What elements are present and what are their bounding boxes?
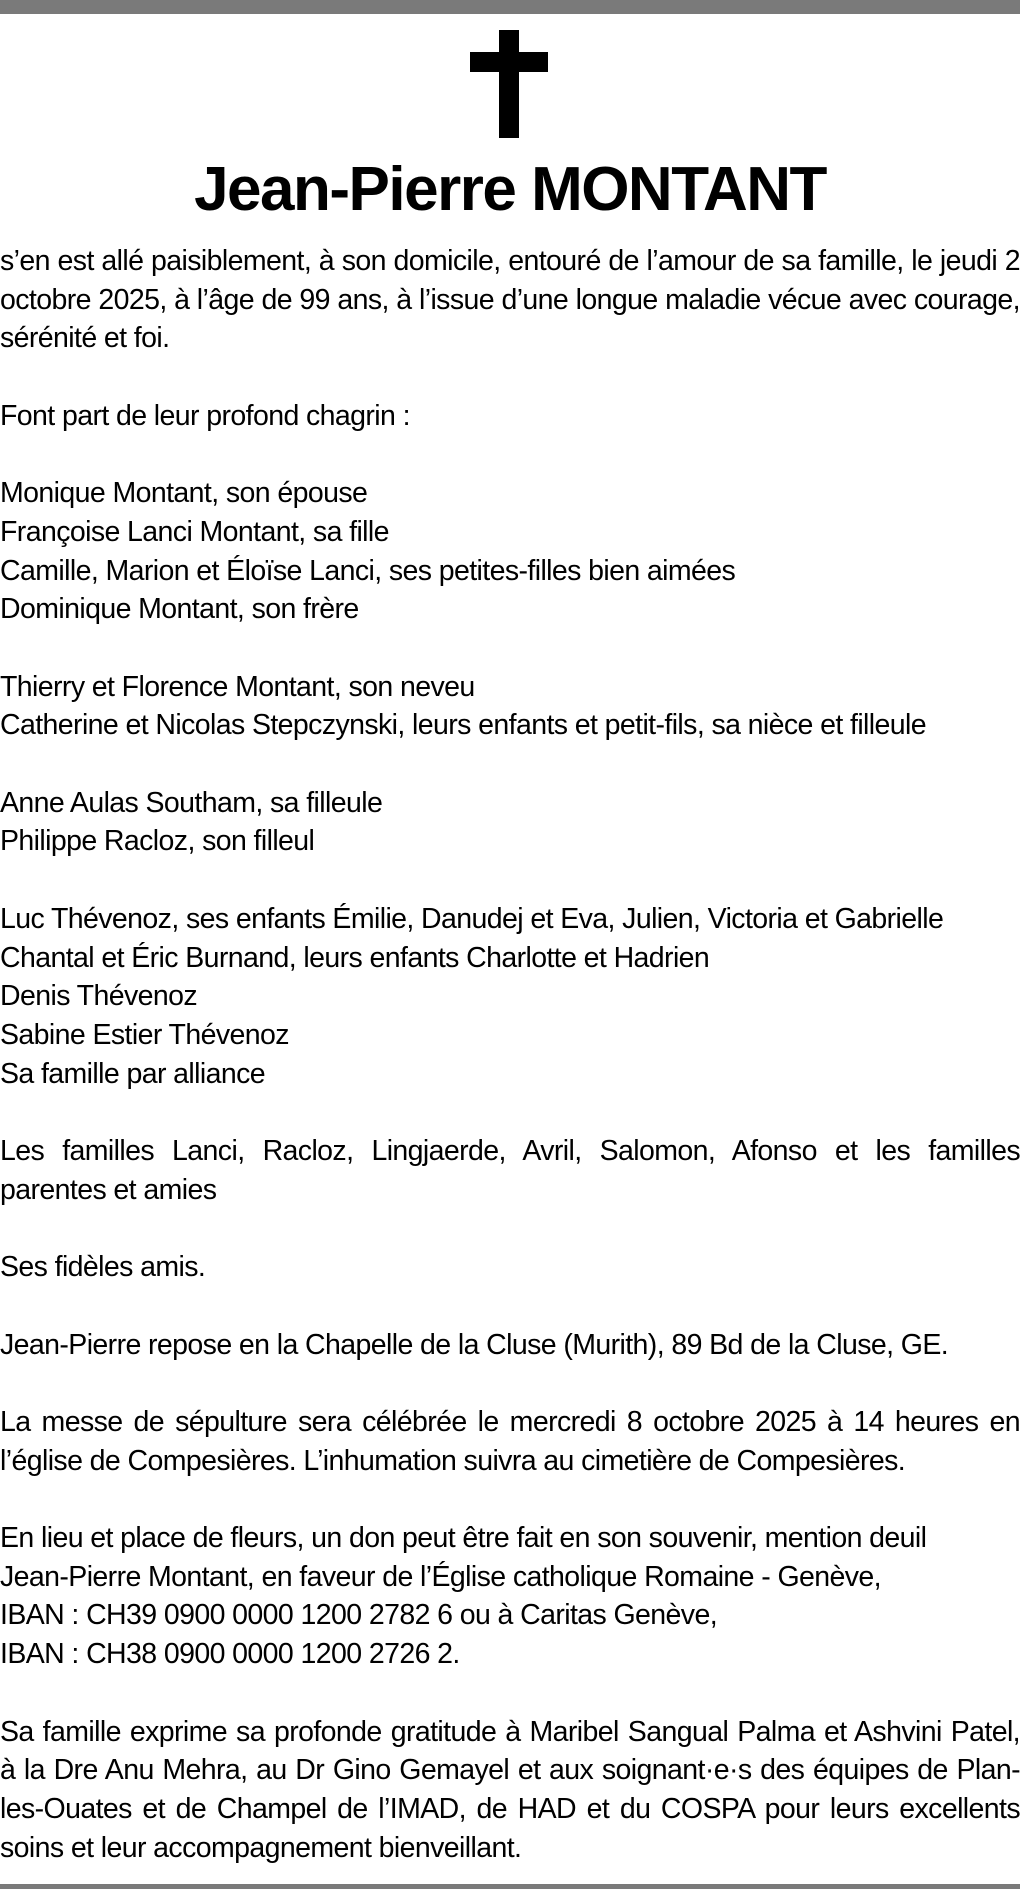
list-item: Catherine et Nicolas Stepczynski, leurs enfants et petit-fils, sa nièce et filleule [0,709,927,742]
list-item: Françoise Lanci Montant, sa fille [0,515,389,548]
families-paragraph: Les familles Lanci, Racloz, Lingjaerde, Avril, Salomon, Afonso et les familles parentes et amies [0,1135,1020,1206]
deceased-name: Jean-Pierre MONTANT [194,155,826,224]
list-item: Anne Aulas Southam, sa filleule [0,786,383,819]
mass-paragraph: La messe de sépulture sera célébrée le mercredi 8 octobre 2025 à 14 heures en l’église de Compesières. L’inhumation suivra au cimetière de Compesières. [0,1405,1020,1477]
list-item: Luc Thévenoz, ses enfants Émilie, Danudej et Eva, Julien, Victoria et Gabrielle [0,902,944,935]
donation-iban-line: IBAN : CH39 0900 0000 1200 2782 6 ou à Caritas Genève, [0,1599,718,1632]
friends-line: Ses fidèles amis. [0,1251,206,1284]
nephews-list [0,668,1020,745]
donation-iban-line: IBAN : CH38 0900 0000 1200 2726 2. [0,1638,460,1671]
list-item: Thierry et Florence Montant, son neveu [0,670,475,703]
cross-vertical-bar [499,30,519,138]
cross-horizontal-bar [470,52,548,72]
list-item: Monique Montant, son épouse [0,477,368,510]
list-item: Chantal et Éric Burnand, leurs enfants Charlotte et Hadrien [0,941,710,974]
donation-paragraph [0,1519,1020,1674]
latin-cross-icon [470,30,548,138]
announcement-line: Font part de leur profond chagrin : [0,399,410,432]
donation-line: En lieu et place de fleurs, un don peut être fait en son souvenir, mention deuil [0,1522,927,1555]
obituary-body [0,242,1020,1867]
list-item: Camille, Marion et Éloïse Lanci, ses petites-filles bien aimées [0,554,736,587]
list-item: Dominique Montant, son frère [0,593,359,626]
repose-line: Jean-Pierre repose en la Chapelle de la Cluse (Murith), 89 Bd de la Cluse, GE. [0,1328,949,1361]
donation-line: Jean-Pierre Montant, en faveur de l’Église catholique Romaine - Genève, [0,1560,881,1593]
intro-paragraph: s’en est allé paisiblement, à son domicile, entouré de l’amour de sa famille, le jeudi 2 octobre 2025, à l’âge de 99 ans, à l’issue d’une longue maladie vécue avec courage, sérénité et foi. [0,245,1020,355]
top-rule [0,0,1020,14]
list-item: Philippe Racloz, son filleul [0,825,315,858]
godchildren-list [0,784,1020,861]
immediate-family-list [0,474,1020,629]
bottom-rule [0,1884,1020,1889]
gratitude-paragraph: Sa famille exprime sa profonde gratitude à Maribel Sangual Palma et Ashvini Patel, à la Dre Anu Mehra, au Dr Gino Gemayel et aux soignant·e·s des équipes de Plan-les-Ouates et de Champel de l’IMAD, de HAD et du COSPA pour leurs excellents soins et leur accompagnement bienveillant. [0,1715,1020,1864]
alliance-family-list [0,900,1020,1094]
list-item: Sabine Estier Thévenoz [0,1018,289,1051]
list-item: Sa famille par alliance [0,1057,266,1090]
list-item: Denis Thévenoz [0,980,198,1013]
